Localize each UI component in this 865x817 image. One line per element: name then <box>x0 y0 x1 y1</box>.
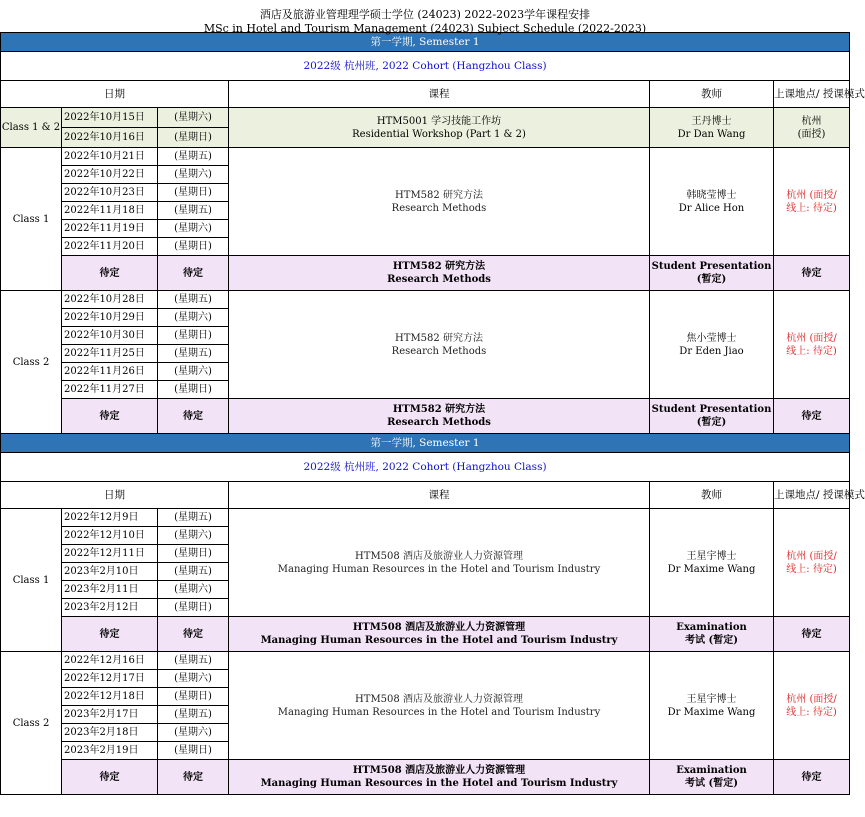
session-date <box>62 166 158 184</box>
session-weekday <box>158 148 229 166</box>
session-date-line1: 2022年10月22日 <box>64 169 145 180</box>
venue-cell <box>774 148 850 256</box>
final-venue <box>774 760 850 795</box>
cohort-label <box>1 453 850 482</box>
final-subject-line2: Managing Human Resources in the Hotel and Tourism Industry <box>260 778 618 789</box>
venue-cell-line2: 线上: 待定) <box>786 202 837 214</box>
cohort-label-line1: 2022级 杭州班, 2022 Cohort (Hangzhou Class) <box>303 59 547 72</box>
session-weekday-line1: (星期六) <box>174 727 212 738</box>
session-date-line1: 2022年10月15日 <box>64 112 145 123</box>
session-date-line1: 2022年10月30日 <box>64 330 145 341</box>
final-venue <box>774 256 850 291</box>
session-date <box>62 148 158 166</box>
session-date-line1: 2022年11月20日 <box>64 241 145 252</box>
session-date <box>62 724 158 742</box>
session-weekday-line1: (星期日) <box>174 330 212 341</box>
final-weekday <box>158 760 229 795</box>
session-weekday <box>158 220 229 238</box>
venue-cell <box>774 509 850 617</box>
session-weekday-line1: (星期五) <box>174 205 212 216</box>
session-date <box>62 238 158 256</box>
session-weekday-line1: (星期五) <box>174 566 212 577</box>
cohort-label <box>1 52 850 81</box>
session-date <box>62 563 158 581</box>
session-weekday <box>158 599 229 617</box>
session-weekday <box>158 545 229 563</box>
session-date <box>62 670 158 688</box>
final-weekday <box>158 399 229 434</box>
venue-cell <box>774 108 850 148</box>
header-teacher <box>650 81 774 108</box>
session-weekday-line1: (星期六) <box>174 366 212 377</box>
session-weekday <box>158 509 229 527</box>
venue-cell-line2: (面授) <box>797 128 826 140</box>
session-date-line1: 2022年12月17日 <box>64 673 145 684</box>
final-assessment-row <box>1 256 850 291</box>
final-weekday-line1: 待定 <box>183 410 203 422</box>
final-assessment-type <box>650 760 774 795</box>
final-subject-line2: Research Methods <box>387 274 491 285</box>
session-date <box>62 108 158 128</box>
session-date <box>62 184 158 202</box>
final-subject <box>229 617 650 652</box>
semester-label-line1: 第一学期, Semester 1 <box>370 436 480 449</box>
semester-label-line1: 第一学期, Semester 1 <box>370 35 480 48</box>
session-weekday-line1: (星期六) <box>174 223 212 234</box>
teacher-cell-line2: Dr Eden Jiao <box>679 345 744 357</box>
session-weekday <box>158 309 229 327</box>
venue-cell-line2: 线上: 待定) <box>786 563 837 575</box>
subject-cell-line2: Research Methods <box>391 202 487 214</box>
class-label-line1: Class 2 <box>12 356 50 368</box>
final-assessment-type <box>650 399 774 434</box>
header-subject <box>229 81 650 108</box>
session-row <box>1 148 850 166</box>
teacher-cell-line2: Dr Dan Wang <box>677 128 746 140</box>
venue-cell-line2: 线上: 待定) <box>786 706 837 718</box>
session-row <box>1 291 850 309</box>
session-date <box>62 309 158 327</box>
header-date <box>1 81 229 108</box>
session-weekday <box>158 706 229 724</box>
subject-cell <box>229 509 650 617</box>
subject-cell-line2: Managing Human Resources in the Hotel and Tourism Industry <box>277 706 601 718</box>
header-date <box>1 482 229 509</box>
teacher-cell-line1: 王星宇博士 <box>686 550 737 562</box>
final-subject-line2: Managing Human Resources in the Hotel and Tourism Industry <box>260 635 618 646</box>
session-date <box>62 363 158 381</box>
session-date-line1: 2022年11月27日 <box>64 384 145 395</box>
final-assessment-row <box>1 617 850 652</box>
subject-cell-line2: Research Methods <box>391 345 487 357</box>
session-date-line1: 2023年2月12日 <box>64 602 139 613</box>
session-weekday-line1: (星期日) <box>174 241 212 252</box>
session-weekday <box>158 327 229 345</box>
session-weekday <box>158 563 229 581</box>
session-date-line1: 2022年11月18日 <box>64 205 145 216</box>
final-date <box>62 399 158 434</box>
semester-label <box>1 434 850 453</box>
session-weekday-line1: (星期五) <box>174 151 212 162</box>
final-venue-line1: 待定 <box>801 628 822 640</box>
header-subject <box>229 482 650 509</box>
session-weekday <box>158 742 229 760</box>
final-date-line1: 待定 <box>99 267 120 279</box>
teacher-cell <box>650 148 774 256</box>
session-weekday <box>158 108 229 128</box>
subject-cell <box>229 108 650 148</box>
teacher-cell-line1: 王星宇博士 <box>686 693 737 705</box>
teacher-cell-line1: 焦小莹博士 <box>686 332 737 344</box>
final-date <box>62 617 158 652</box>
final-assessment-type-line1: Student Presentation <box>651 404 772 415</box>
session-weekday <box>158 166 229 184</box>
header-date-line1: 日期 <box>104 488 125 501</box>
session-date <box>62 581 158 599</box>
subject-cell-line1: HTM582 研究方法 <box>395 332 483 344</box>
subject-cell-line1: HTM508 酒店及旅游业人力资源管理 <box>355 550 523 562</box>
session-date-line1: 2022年10月29日 <box>64 312 145 323</box>
class-label <box>1 509 62 652</box>
subject-cell <box>229 291 650 399</box>
session-date <box>62 327 158 345</box>
header-subject-line1: 课程 <box>428 488 450 501</box>
title-chinese: 酒店及旅游业管理理学硕士学位 (24023) 2022-2023学年课程安排 <box>259 8 591 21</box>
session-date-line1: 2022年11月25日 <box>64 348 145 359</box>
final-date <box>62 256 158 291</box>
session-date <box>62 128 158 148</box>
class-label <box>1 108 62 148</box>
final-subject-line1: HTM508 酒店及旅游业人力资源管理 <box>352 765 526 776</box>
session-weekday-line1: (星期六) <box>174 169 212 180</box>
header-teacher-line1: 教师 <box>701 87 722 100</box>
session-weekday <box>158 363 229 381</box>
semester-bar <box>1 33 850 52</box>
session-date-line1: 2022年12月18日 <box>64 691 145 702</box>
final-assessment-type-line2: (暂定) <box>696 417 727 428</box>
document-title <box>0 0 850 35</box>
final-assessment-type <box>650 617 774 652</box>
session-date-line1: 2022年12月10日 <box>64 530 145 541</box>
session-date-line1: 2022年12月11日 <box>64 548 145 559</box>
session-weekday <box>158 345 229 363</box>
final-weekday <box>158 617 229 652</box>
header-subject-line1: 课程 <box>428 87 450 100</box>
subject-cell-line1: HTM582 研究方法 <box>395 189 483 201</box>
teacher-cell <box>650 291 774 399</box>
session-weekday-line1: (星期六) <box>174 673 212 684</box>
session-row <box>1 509 850 527</box>
session-date-line1: 2023年2月19日 <box>64 745 139 756</box>
workshop-row <box>1 108 850 128</box>
semester-bar <box>1 434 850 453</box>
session-weekday <box>158 652 229 670</box>
session-date <box>62 706 158 724</box>
session-date <box>62 291 158 309</box>
session-date-line1: 2022年11月19日 <box>64 223 145 234</box>
final-venue <box>774 399 850 434</box>
final-weekday-line1: 待定 <box>183 267 203 279</box>
final-venue <box>774 617 850 652</box>
header-teacher <box>650 482 774 509</box>
session-weekday-line1: (星期日) <box>174 187 212 198</box>
venue-cell-line1: 杭州 (面授/ <box>786 189 837 201</box>
final-weekday <box>158 256 229 291</box>
session-weekday-line1: (星期日) <box>174 132 212 143</box>
session-date-line1: 2023年2月11日 <box>64 584 139 595</box>
cohort-bar <box>1 453 850 482</box>
session-weekday <box>158 724 229 742</box>
teacher-cell-line1: 韩晓莹博士 <box>686 189 737 201</box>
final-assessment-type-line1: Student Presentation <box>651 261 772 272</box>
header-venue <box>774 81 865 108</box>
subject-cell <box>229 148 650 256</box>
session-date <box>62 202 158 220</box>
session-date-line1: 2022年12月16日 <box>64 655 145 666</box>
class-label <box>1 652 62 795</box>
teacher-cell <box>650 652 774 760</box>
session-weekday-line1: (星期五) <box>174 512 212 523</box>
session-weekday <box>158 238 229 256</box>
teacher-cell-line2: Dr Maxime Wang <box>667 706 756 718</box>
header-row <box>1 482 850 509</box>
session-date <box>62 599 158 617</box>
session-weekday-line1: (星期六) <box>174 530 212 541</box>
header-date-line1: 日期 <box>104 87 125 100</box>
final-date-line1: 待定 <box>99 771 120 783</box>
final-assessment-type-line2: (暂定) <box>696 274 727 285</box>
final-subject-line2: Research Methods <box>387 417 491 428</box>
subject-cell-line1: HTM5001 学习技能工作坊 <box>376 115 502 127</box>
session-date <box>62 220 158 238</box>
session-date <box>62 688 158 706</box>
session-date-line1: 2022年10月23日 <box>64 187 145 198</box>
final-subject <box>229 760 650 795</box>
final-date-line1: 待定 <box>99 628 120 640</box>
session-weekday-line1: (星期日) <box>174 745 212 756</box>
session-weekday-line1: (星期五) <box>174 348 212 359</box>
header-venue <box>774 482 865 509</box>
session-weekday-line1: (星期日) <box>174 602 212 613</box>
venue-cell-line1: 杭州 (面授/ <box>786 693 837 705</box>
final-date-line1: 待定 <box>99 410 120 422</box>
session-date-line1: 2022年10月16日 <box>64 132 145 143</box>
session-weekday <box>158 381 229 399</box>
session-date <box>62 509 158 527</box>
session-date-line1: 2023年2月18日 <box>64 727 139 738</box>
session-date <box>62 345 158 363</box>
session-date-line1: 2023年2月17日 <box>64 709 139 720</box>
venue-cell-line1: 杭州 <box>801 115 822 127</box>
session-weekday-line1: (星期日) <box>174 548 212 559</box>
session-date <box>62 652 158 670</box>
session-weekday-line1: (星期六) <box>174 112 212 123</box>
cohort-bar <box>1 52 850 81</box>
subject-cell <box>229 652 650 760</box>
session-weekday <box>158 202 229 220</box>
final-venue-line1: 待定 <box>801 410 822 422</box>
session-weekday-line1: (星期六) <box>174 312 212 323</box>
final-assessment-type-line1: Examination <box>676 622 747 633</box>
venue-cell-line2: 线上: 待定) <box>786 345 837 357</box>
class-label <box>1 291 62 434</box>
title-english: MSc in Hotel and Tourism Management (24023) Subject Schedule (2022-2023) <box>203 22 647 35</box>
final-subject-line1: HTM508 酒店及旅游业人力资源管理 <box>352 622 526 633</box>
session-date-line1: 2023年2月10日 <box>64 566 139 577</box>
header-teacher-line1: 教师 <box>701 488 722 501</box>
session-date-line1: 2022年10月28日 <box>64 294 145 305</box>
final-subject <box>229 256 650 291</box>
session-weekday-line1: (星期日) <box>174 384 212 395</box>
final-assessment-type-line1: Examination <box>676 765 747 776</box>
venue-cell <box>774 652 850 760</box>
cohort-label-line1: 2022级 杭州班, 2022 Cohort (Hangzhou Class) <box>303 460 547 473</box>
session-date <box>62 742 158 760</box>
teacher-cell-line2: Dr Maxime Wang <box>667 563 756 575</box>
final-venue-line1: 待定 <box>801 771 822 783</box>
final-assessment-row <box>1 399 850 434</box>
teacher-cell-line2: Dr Alice Hon <box>678 202 745 214</box>
session-weekday-line1: (星期五) <box>174 294 212 305</box>
teacher-cell-line1: 王丹博士 <box>691 115 732 127</box>
session-weekday <box>158 184 229 202</box>
final-subject-line1: HTM582 研究方法 <box>392 404 486 415</box>
final-weekday-line1: 待定 <box>183 628 203 640</box>
final-assessment-row <box>1 760 850 795</box>
session-weekday <box>158 527 229 545</box>
session-date-line1: 2022年10月21日 <box>64 151 145 162</box>
session-weekday <box>158 581 229 599</box>
venue-cell-line1: 杭州 (面授/ <box>786 550 837 562</box>
final-subject <box>229 399 650 434</box>
subject-cell-line1: HTM508 酒店及旅游业人力资源管理 <box>355 693 523 705</box>
class-label-line1: Class 2 <box>12 717 50 729</box>
final-venue-line1: 待定 <box>801 267 822 279</box>
teacher-cell <box>650 108 774 148</box>
session-weekday-line1: (星期六) <box>174 584 212 595</box>
final-weekday-line1: 待定 <box>183 771 203 783</box>
header-venue-line1: 上课地点/ 授课模式 <box>774 87 865 100</box>
final-subject-line1: HTM582 研究方法 <box>392 261 486 272</box>
final-assessment-type-line2: 考试 (暂定) <box>685 778 738 789</box>
schedule-table <box>0 32 865 795</box>
session-row <box>1 652 850 670</box>
session-date <box>62 545 158 563</box>
subject-cell-line2: Residential Workshop (Part 1 & 2) <box>352 128 526 140</box>
session-weekday <box>158 688 229 706</box>
class-label <box>1 148 62 291</box>
session-date <box>62 381 158 399</box>
final-assessment-type-line2: 考试 (暂定) <box>685 635 738 646</box>
session-weekday <box>158 291 229 309</box>
session-weekday-line1: (星期五) <box>174 709 212 720</box>
session-weekday <box>158 128 229 148</box>
session-date <box>62 527 158 545</box>
final-date <box>62 760 158 795</box>
header-row <box>1 81 850 108</box>
class-label-line1: Class 1 & 2 <box>1 122 61 133</box>
session-weekday <box>158 670 229 688</box>
subject-cell-line2: Managing Human Resources in the Hotel and Tourism Industry <box>277 563 601 575</box>
venue-cell-line1: 杭州 (面授/ <box>786 332 837 344</box>
session-weekday-line1: (星期五) <box>174 655 212 666</box>
final-assessment-type <box>650 256 774 291</box>
header-venue-line1: 上课地点/ 授课模式 <box>774 488 865 501</box>
session-weekday-line1: (星期日) <box>174 691 212 702</box>
venue-cell <box>774 291 850 399</box>
session-date-line1: 2022年11月26日 <box>64 366 145 377</box>
class-label-line1: Class 1 <box>12 574 50 586</box>
teacher-cell <box>650 509 774 617</box>
session-date-line1: 2022年12月9日 <box>64 512 139 523</box>
semester-label <box>1 33 850 52</box>
class-label-line1: Class 1 <box>12 213 50 225</box>
